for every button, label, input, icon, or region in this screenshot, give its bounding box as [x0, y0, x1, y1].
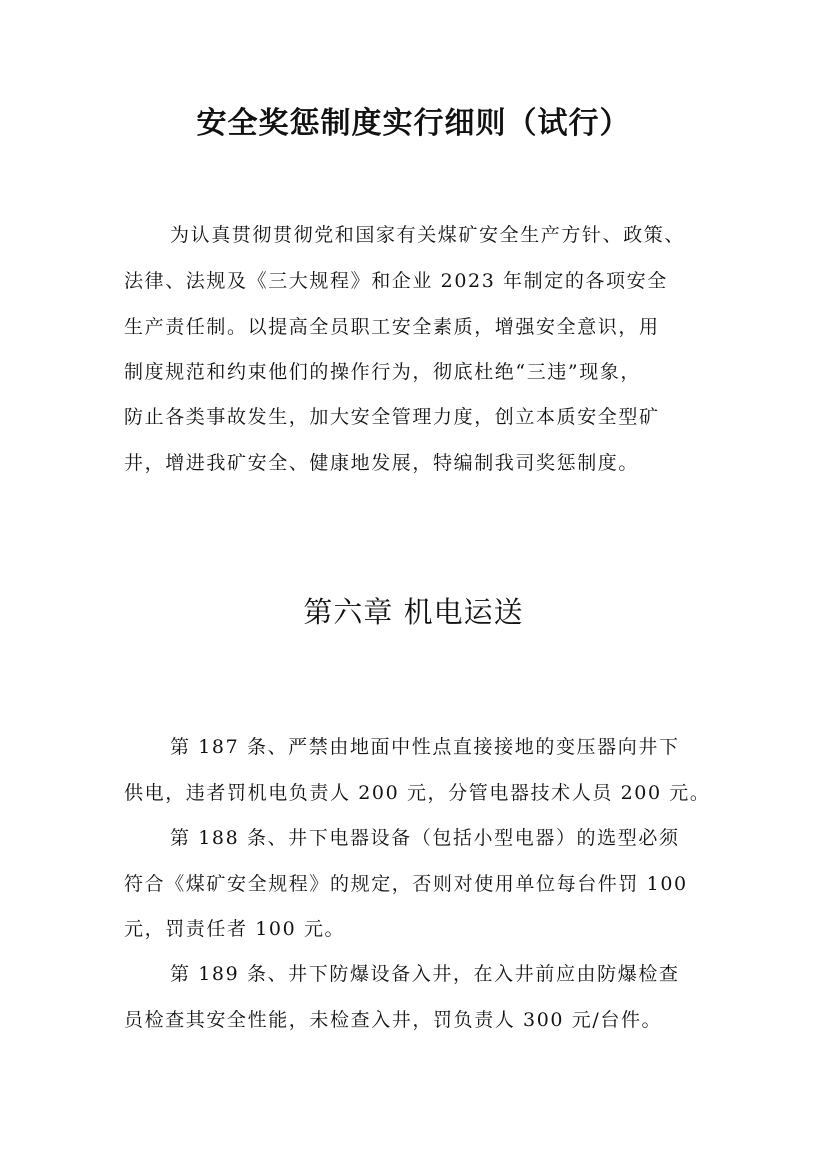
intro-line: 防止各类事故发生，加大安全管理力度，创立本质安全型矿	[124, 406, 660, 428]
article-line: 第 187 条、严禁由地面中性点直接接地的变压器向井下	[170, 736, 680, 758]
article-line: 第 189 条、井下防爆设备入井，在入井前应由防爆检查	[170, 963, 680, 985]
intro-line: 为认真贯彻贯彻党和国家有关煤矿安全生产方针、政策、	[170, 224, 686, 246]
intro-line: 生产责任制。以提高全员职工安全素质，增强安全意识，用	[124, 316, 660, 338]
article-line: 供电，违者罚机电负责人 200 元，分管电器技术人员 200 元。	[124, 782, 711, 804]
intro-line: 井，增进我矿安全、健康地发展，特编制我司奖惩制度。	[124, 452, 640, 474]
chapter-title: 第六章 机电运送	[303, 595, 524, 629]
article-line: 第 188 条、井下电器设备（包括小型电器）的选型必须	[170, 827, 680, 849]
article-line: 元，罚责任者 100 元。	[124, 918, 346, 940]
intro-line: 制度规范和约束他们的操作行为，彻底杜绝“三违”现象，	[124, 361, 642, 383]
article-line: 员检查其安全性能，未检查入井，罚负责人 300 元/台件。	[124, 1009, 663, 1031]
document-title: 安全奖惩制度实行细则（试行）	[196, 106, 631, 141]
article-line: 符合《煤矿安全规程》的规定，否则对使用单位每台件罚 100	[124, 873, 688, 895]
intro-line: 法律、法规及《三大规程》和企业 2023 年制定的各项安全	[124, 270, 668, 292]
